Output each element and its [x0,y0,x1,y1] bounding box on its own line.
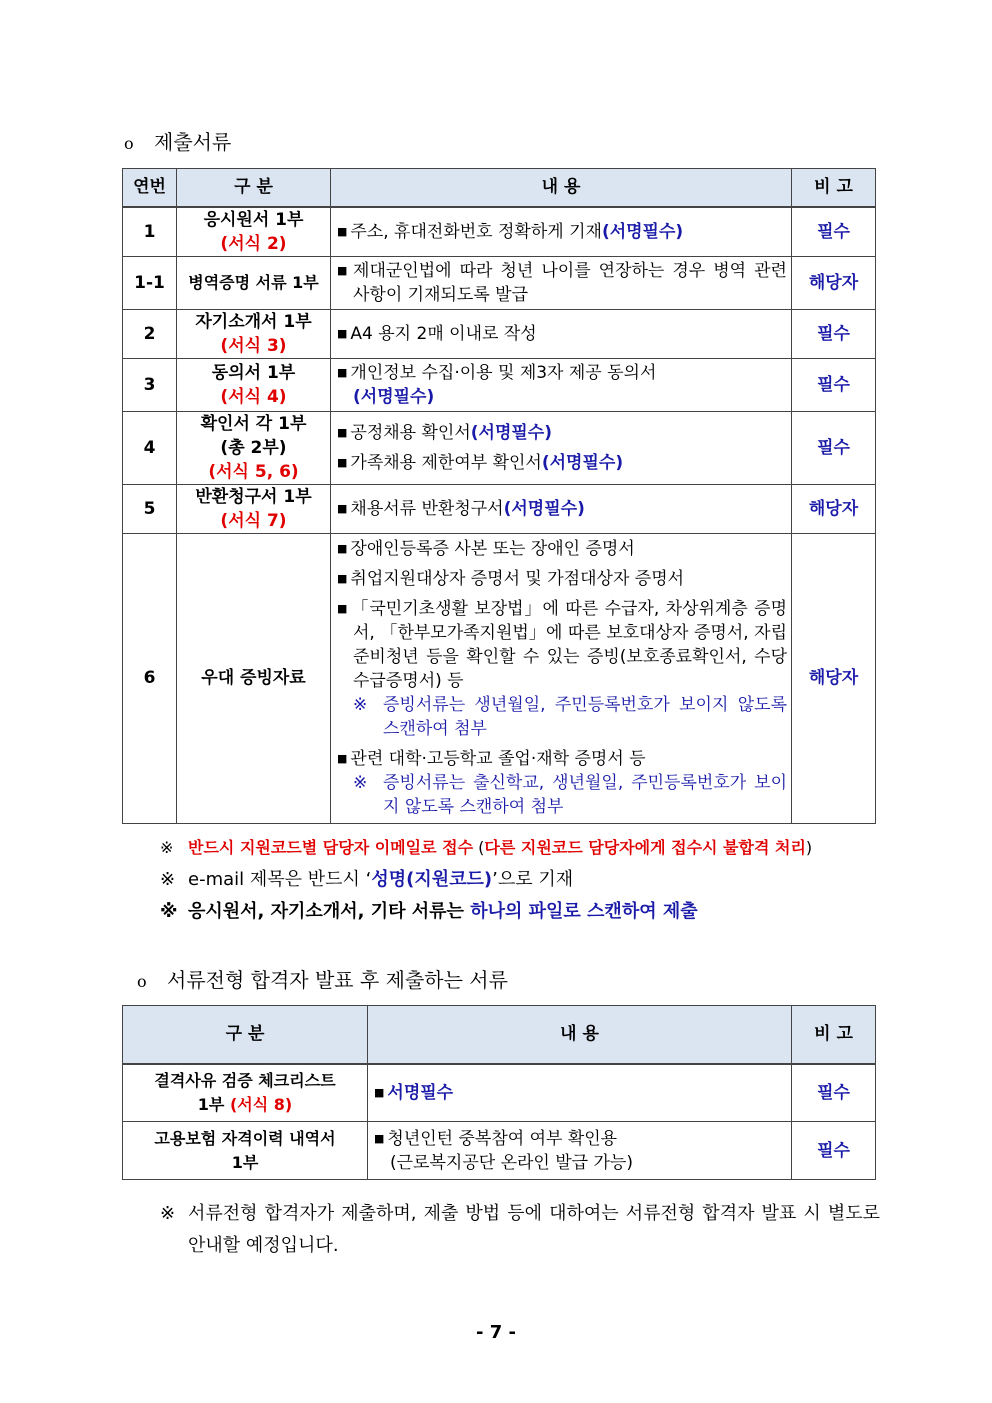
list-item [337,361,787,409]
note-paren-open: ( [478,838,485,857]
square-bullet-icon: ■ [337,263,351,277]
reference-mark-icon: ※ [353,695,368,715]
note-line-subject [160,864,880,896]
list-item [337,567,787,591]
row-category [177,484,331,533]
category-name: 고용보험 자격이력 내역서 [154,1128,336,1148]
list-item [337,451,787,475]
note-emphasis: 하나의 파일로 스캔하여 제출 [470,901,698,922]
item-text: 「국민기초생활 보장법」에 따른 수급자, 차상위계층 증명서, 「한부모가족지원법」에 따른 보호대상자 증명서, 자립준비청년 등을 확인할 수 있는 증빙(보호종료확인서, 수당 수급증명서) 등 [351,599,787,691]
section-title: 서류전형 합격자 발표 후 제출하는 서류 [167,968,508,992]
note-paren-close: ) [805,838,813,857]
table-row [123,309,876,358]
list-item [337,597,787,741]
list-item [337,421,787,445]
row-category: 우대 증빙자료 [177,533,331,823]
table-row [123,1122,876,1180]
post-pass-docs-table [122,1005,876,1180]
list-item [337,497,787,521]
item-text: 제대군인법에 따라 청년 나이를 연장하는 경우 병역 관련 사항이 기재되도록 발급 [353,260,787,305]
row-content [331,484,792,533]
row-remark: 필수 [792,358,876,411]
row-remark: 필수 [792,309,876,358]
list-item [337,537,787,561]
form-ref: (서식 5, 6) [208,461,299,482]
row-remark: 해당자 [792,484,876,533]
row-content [331,533,792,823]
form-ref: (서식 2) [220,233,287,254]
table-row [123,256,876,309]
sub-note [353,771,787,819]
square-bullet-icon: ■ [337,425,348,439]
item-text: A4 용지 2매 이내로 작성 [350,323,537,344]
reference-mark-icon: ※ [160,1203,176,1224]
reference-mark-icon: ※ [160,869,176,890]
square-bullet-icon: ■ [337,572,348,585]
category-name: 자기소개서 1부 [195,311,312,332]
list-item [337,747,787,819]
submission-docs-table [122,168,876,824]
col-header-content: 내 용 [368,1006,792,1064]
sub-note-text: 증빙서류는 출신학교, 생년월일, 주민등록번호가 보이지 않도록 스캔하여 첨부 [383,773,787,817]
row-category [123,1064,368,1122]
form-ref: (서식 3) [220,335,287,356]
category-name: 확인서 각 1부 [200,413,307,434]
reference-mark-icon: ※ [160,838,174,857]
col-header-category: 구 분 [123,1006,368,1064]
note-emphasis: 다른 지원코드 담당자에게 접수시 불합격 처리 [484,838,806,857]
row-no: 3 [123,358,177,411]
item-text-2: (근로복지공단 온라인 발급 가능) [390,1152,633,1173]
square-bullet-icon: ■ [337,365,348,379]
row-content [368,1122,792,1180]
square-bullet-icon: ■ [337,752,348,765]
row-category [177,358,331,411]
table-row [123,207,876,257]
item-text: 가족채용 제한여부 확인서 [350,452,542,473]
note-text: 응시원서, 자기소개서, 기타 서류는 [188,901,464,922]
signature-required: (서명필수) [503,498,585,519]
table-header-row [123,1006,876,1064]
item-text: 장애인등록증 사본 또는 장애인 증명서 [350,539,635,559]
row-content [331,256,792,309]
form-ref: (서식 4) [220,386,287,407]
category-name: 응시원서 1부 [203,209,304,230]
note-text: ’으로 기재 [492,869,574,890]
row-content [331,309,792,358]
category-name: 동의서 1부 [211,362,296,383]
category-name-2: 1부 [231,1152,259,1172]
table-row [123,484,876,533]
note-text: e-mail 제목은 반드시 ‘ [188,869,372,890]
note-paragraph [160,1198,880,1262]
square-bullet-icon: ■ [337,326,348,340]
row-content [331,411,792,484]
row-category [177,411,331,484]
circle-bullet-icon: o [137,972,147,991]
form-ref: (서식 8) [229,1094,293,1114]
section-title: 제출서류 [154,130,232,154]
row-no: 2 [123,309,177,358]
row-remark: 필수 [792,1122,876,1180]
row-no: 1-1 [123,256,177,309]
square-bullet-icon: ■ [374,1085,385,1099]
table-row [123,533,876,823]
list-item [374,1127,787,1175]
item-text: 취업지원대상자 증명서 및 가점대상자 증명서 [350,569,685,589]
sub-note [353,693,787,741]
category-name-2: (총 2부) [220,437,287,458]
table-row [123,1064,876,1122]
row-content [331,358,792,411]
row-content [368,1064,792,1122]
page-number: - 7 - [476,1322,516,1343]
signature-required: (서명필수) [541,452,624,473]
table-header-row [123,169,876,207]
section-heading-after-pass [137,964,508,993]
col-header-category: 구 분 [177,169,331,207]
category-name: 결격사유 검증 체크리스트 [154,1070,336,1090]
note-line-single-file [160,896,880,928]
note-line-email [160,832,880,864]
row-remark: 해당자 [792,533,876,823]
item-text: 관련 대학·고등학교 졸업·재학 증명서 등 [350,749,646,769]
row-category [177,207,331,257]
post-pass-note [160,1198,880,1262]
square-bullet-icon: ■ [374,1131,385,1145]
list-item [337,322,787,346]
col-header-remark: 비 고 [792,169,876,207]
square-bullet-icon: ■ [337,602,349,615]
table-row [123,358,876,411]
signature-required: 서명필수 [387,1082,454,1103]
square-bullet-icon: ■ [337,455,348,469]
signature-required: (서명필수) [601,221,684,242]
note-emphasis: 성명(지원코드) [371,869,493,890]
form-ref: (서식 7) [220,510,287,531]
row-category [177,309,331,358]
row-remark: 필수 [792,207,876,257]
row-no: 4 [123,411,177,484]
category-name-2: 1부 [197,1094,225,1114]
signature-required: (서명필수) [470,422,552,443]
table-row [123,411,876,484]
row-no: 1 [123,207,177,257]
item-text: 청년인턴 중복참여 여부 확인용 [387,1128,618,1149]
signature-required: (서명필수) [353,386,435,407]
col-header-remark: 비 고 [792,1006,876,1064]
note-text: 서류전형 합격자가 제출하며, 제출 방법 등에 대하여는 서류전형 합격자 발표 시 별도로 안내할 예정입니다. [188,1203,880,1256]
row-remark: 해당자 [792,256,876,309]
section-heading-submission-docs [124,126,231,155]
row-remark: 필수 [792,411,876,484]
row-category: 병역증명 서류 1부 [177,256,331,309]
submission-notes [160,832,880,928]
square-bullet-icon: ■ [337,224,348,238]
list-item [374,1081,787,1105]
row-no: 5 [123,484,177,533]
list-item [337,259,787,307]
reference-mark-icon: ※ [160,901,178,922]
row-content [331,207,792,257]
item-text: 개인정보 수집·이용 및 제3자 제공 동의서 [350,362,657,383]
list-item [337,220,787,244]
row-remark: 필수 [792,1064,876,1122]
circle-bullet-icon: o [124,134,134,153]
row-no: 6 [123,533,177,823]
square-bullet-icon: ■ [337,501,348,515]
note-emphasis: 반드시 지원코드별 담당자 이메일로 접수 [188,838,474,857]
category-name: 반환청구서 1부 [195,486,312,507]
row-category [123,1122,368,1180]
col-header-content: 내 용 [331,169,792,207]
item-text: 채용서류 반환청구서 [350,498,504,519]
reference-mark-icon: ※ [353,773,368,793]
sub-note-text: 증빙서류는 생년월일, 주민등록번호가 보이지 않도록 스캔하여 첨부 [383,695,787,739]
col-header-no: 연번 [123,169,177,207]
item-text: 공정채용 확인서 [350,422,471,443]
square-bullet-icon: ■ [337,542,348,555]
item-text: 주소, 휴대전화번호 정확하게 기재 [350,221,602,242]
